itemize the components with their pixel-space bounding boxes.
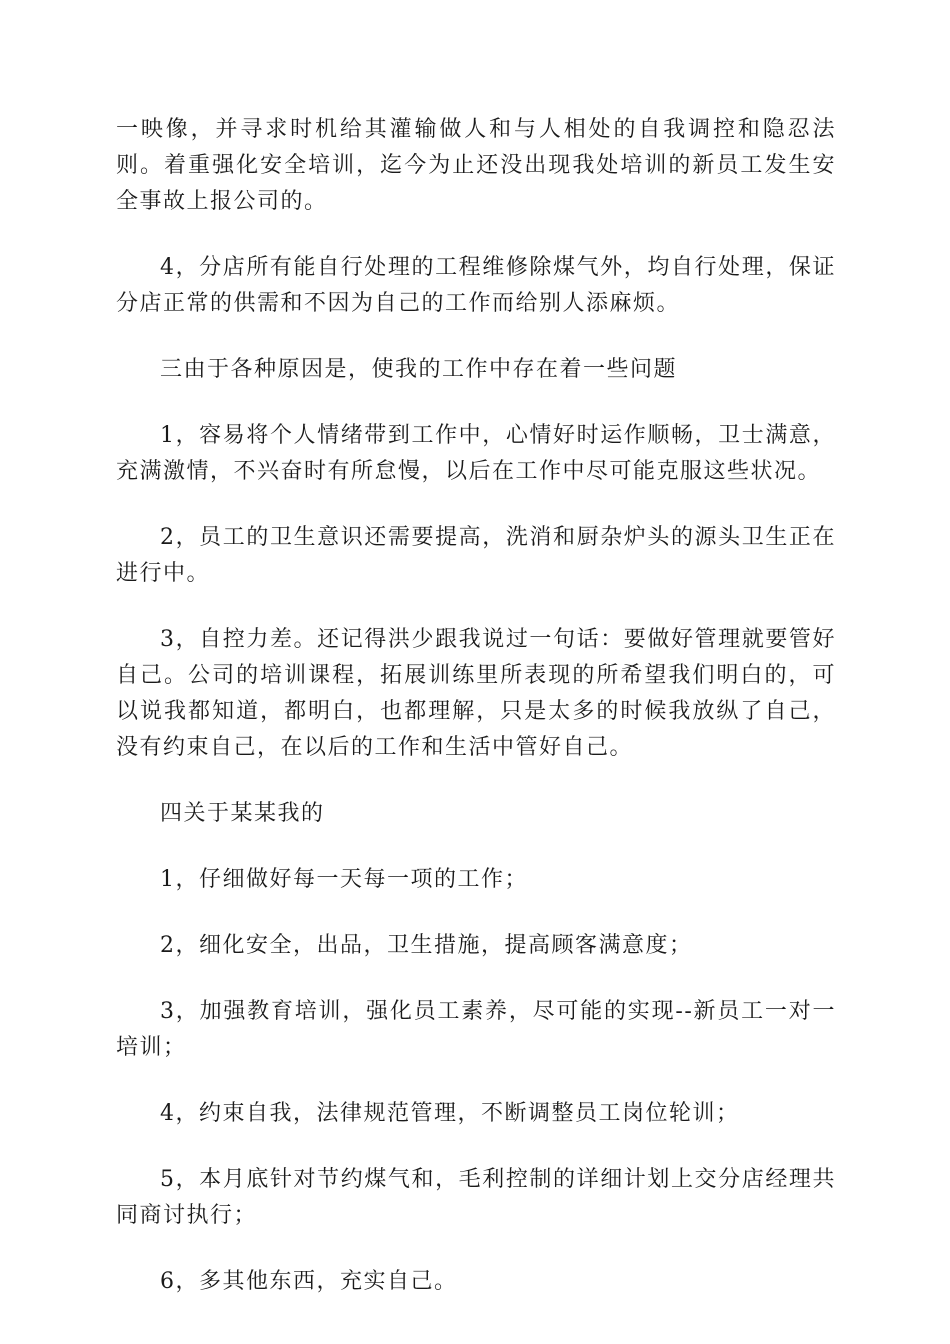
plan-item-6: 6，多其他东西，充实自己。: [160, 1269, 458, 1294]
plan-item-2: 2，细化安全，出品，卫生措施，提高顾客满意度；: [160, 933, 693, 958]
plan-item-4: 4，约束自我，法律规范管理，不断调整员工岗位轮训；: [160, 1101, 740, 1126]
plan-item-5: 5，本月底针对节约煤气和，毛利控制的详细计划上交分店经理共同商讨执行；: [116, 1167, 836, 1228]
problem-item-3: 3，自控力差。还记得洪少跟我说过一句话：要做好管理就要管好自己。公司的培训课程，拓展训练里所表现的所希望我们明白的，可以说我都知道，都明白，也都理解，只是太多的时候我放纵了自己，没有约束自己，在以后的工作和生活中管好自己。: [116, 627, 836, 760]
section-heading-plans: 四关于某某我的: [160, 801, 325, 826]
plan-item-1: 1，仔细做好每一天每一项的工作；: [160, 867, 528, 892]
paragraph-item-4-engineering: 4，分店所有能自行处理的工程维修除煤气外，均自行处理，保证分店正常的供需和不因为自己的工作而给别人添麻烦。: [116, 255, 836, 316]
section-heading-problems: 三由于各种原因是，使我的工作中存在着一些问题: [160, 357, 678, 382]
plan-item-3: 3，加强教育培训，强化员工素养，尽可能的实现--新员工一对一培训；: [116, 999, 836, 1060]
paragraph-continuation: 一映像，并寻求时机给其灌输做人和与人相处的自我调控和隐忍法则。着重强化安全培训，迄今为止还没出现我处培训的新员工发生安全事故上报公司的。: [116, 117, 836, 214]
document-body: [116, 112, 836, 1330]
problem-item-2: 2，员工的卫生意识还需要提高，洗消和厨杂炉头的源头卫生正在进行中。: [116, 525, 836, 586]
problem-item-1: 1，容易将个人情绪带到工作中，心情好时运作顺畅，卫士满意，充满激情，不兴奋时有所怠慢，以后在工作中尽可能克服这些状况。: [116, 423, 836, 484]
